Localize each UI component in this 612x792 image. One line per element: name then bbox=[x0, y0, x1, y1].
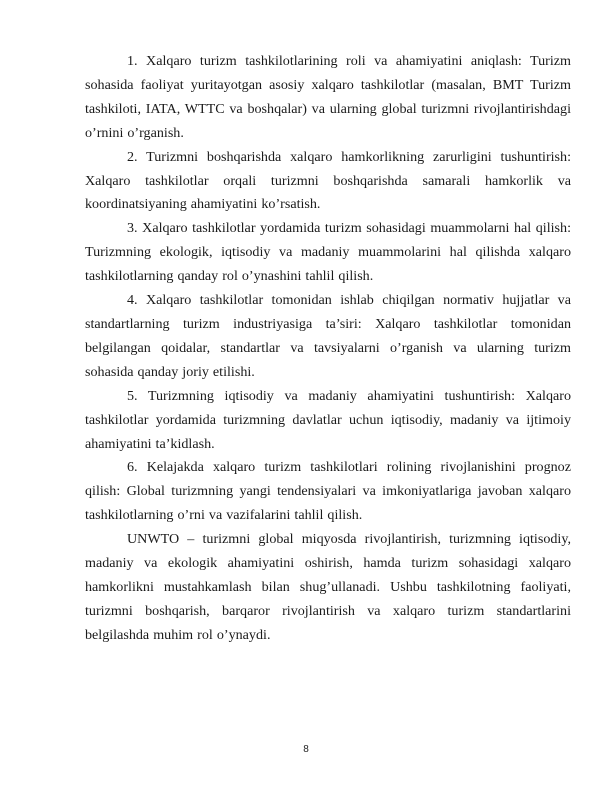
paragraph-objective-2: 2. Turizmni boshqarishda xalqaro hamkorlikning zarurligini tushuntirish: Xalqaro tashkilotlar orqali turizmni boshqarishda samarali hamkorlik va koordinatsiyaning ahamiyatini ko’rsatish. bbox=[85, 148, 571, 213]
paragraph-unwto: UNWTO – turizmni global miqyosda rivojlantirish, turizmning iqtisodiy, madaniy va ekologik ahamiyatini oshirish, hamda turizm sohasidagi xalqaro hamkorlikni mustahkamlash bilan shug’ullanadi. Ushbu tashkilotning faoliyati, turizmni boshqarish, barqaror rivojlantirish va xalqaro turizm standartlarini belgilashda muhim rol o’ynaydi. bbox=[85, 531, 571, 643]
page-number: 8 bbox=[303, 744, 309, 755]
paragraph-objective-5: 5. Turizmning iqtisodiy va madaniy ahamiyatini tushuntirish: Xalqaro tashkilotlar yordamida turizmning davlatlar uchun iqtisodiy, madaniy va ijtimoiy ahamiyatini ta’kidlash. bbox=[85, 387, 571, 452]
paragraph-objective-1: 1. Xalqaro turizm tashkilotlarining roli va ahamiyatini aniqlash: Turizm sohasida faoliyat yuritayotgan asosiy xalqaro tashkilotlar (masalan, BMT Turizm tashkiloti, IATA, WTTC va boshqalar) va ularning global turizmni rivojlantirishdagi o’rnini o’rganish. bbox=[85, 53, 571, 141]
paragraph-objective-3: 3. Xalqaro tashkilotlar yordamida turizm sohasidagi muammolarni hal qilish: Turizmning ekologik, iqtisodiy va madaniy muammolarini hal qilishda xalqaro tashkilotlarning qanday rol o’ynashini tahlil qilish. bbox=[85, 220, 571, 285]
paragraph-objective-6: 6. Kelajakda xalqaro turizm tashkilotlari rolining rivojlanishini prognoz qilish: Global turizmning yangi tendensiyalari va imkoniyatlariga javoban xalqaro tashkilotlarning o’rni va vazifalarini tahlil qilish. bbox=[85, 459, 571, 524]
paragraph-objective-4: 4. Xalqaro tashkilotlar tomonidan ishlab chiqilgan normativ hujjatlar va standartlarning turizm industriyasiga ta’siri: Xalqaro tashkilotlar tomonidan belgilangan qoidalar, standartlar va tavsiyalarni o’rganish va ularning turizm sohasida qanday joriy etilishi. bbox=[85, 292, 571, 380]
body-text bbox=[85, 50, 571, 648]
